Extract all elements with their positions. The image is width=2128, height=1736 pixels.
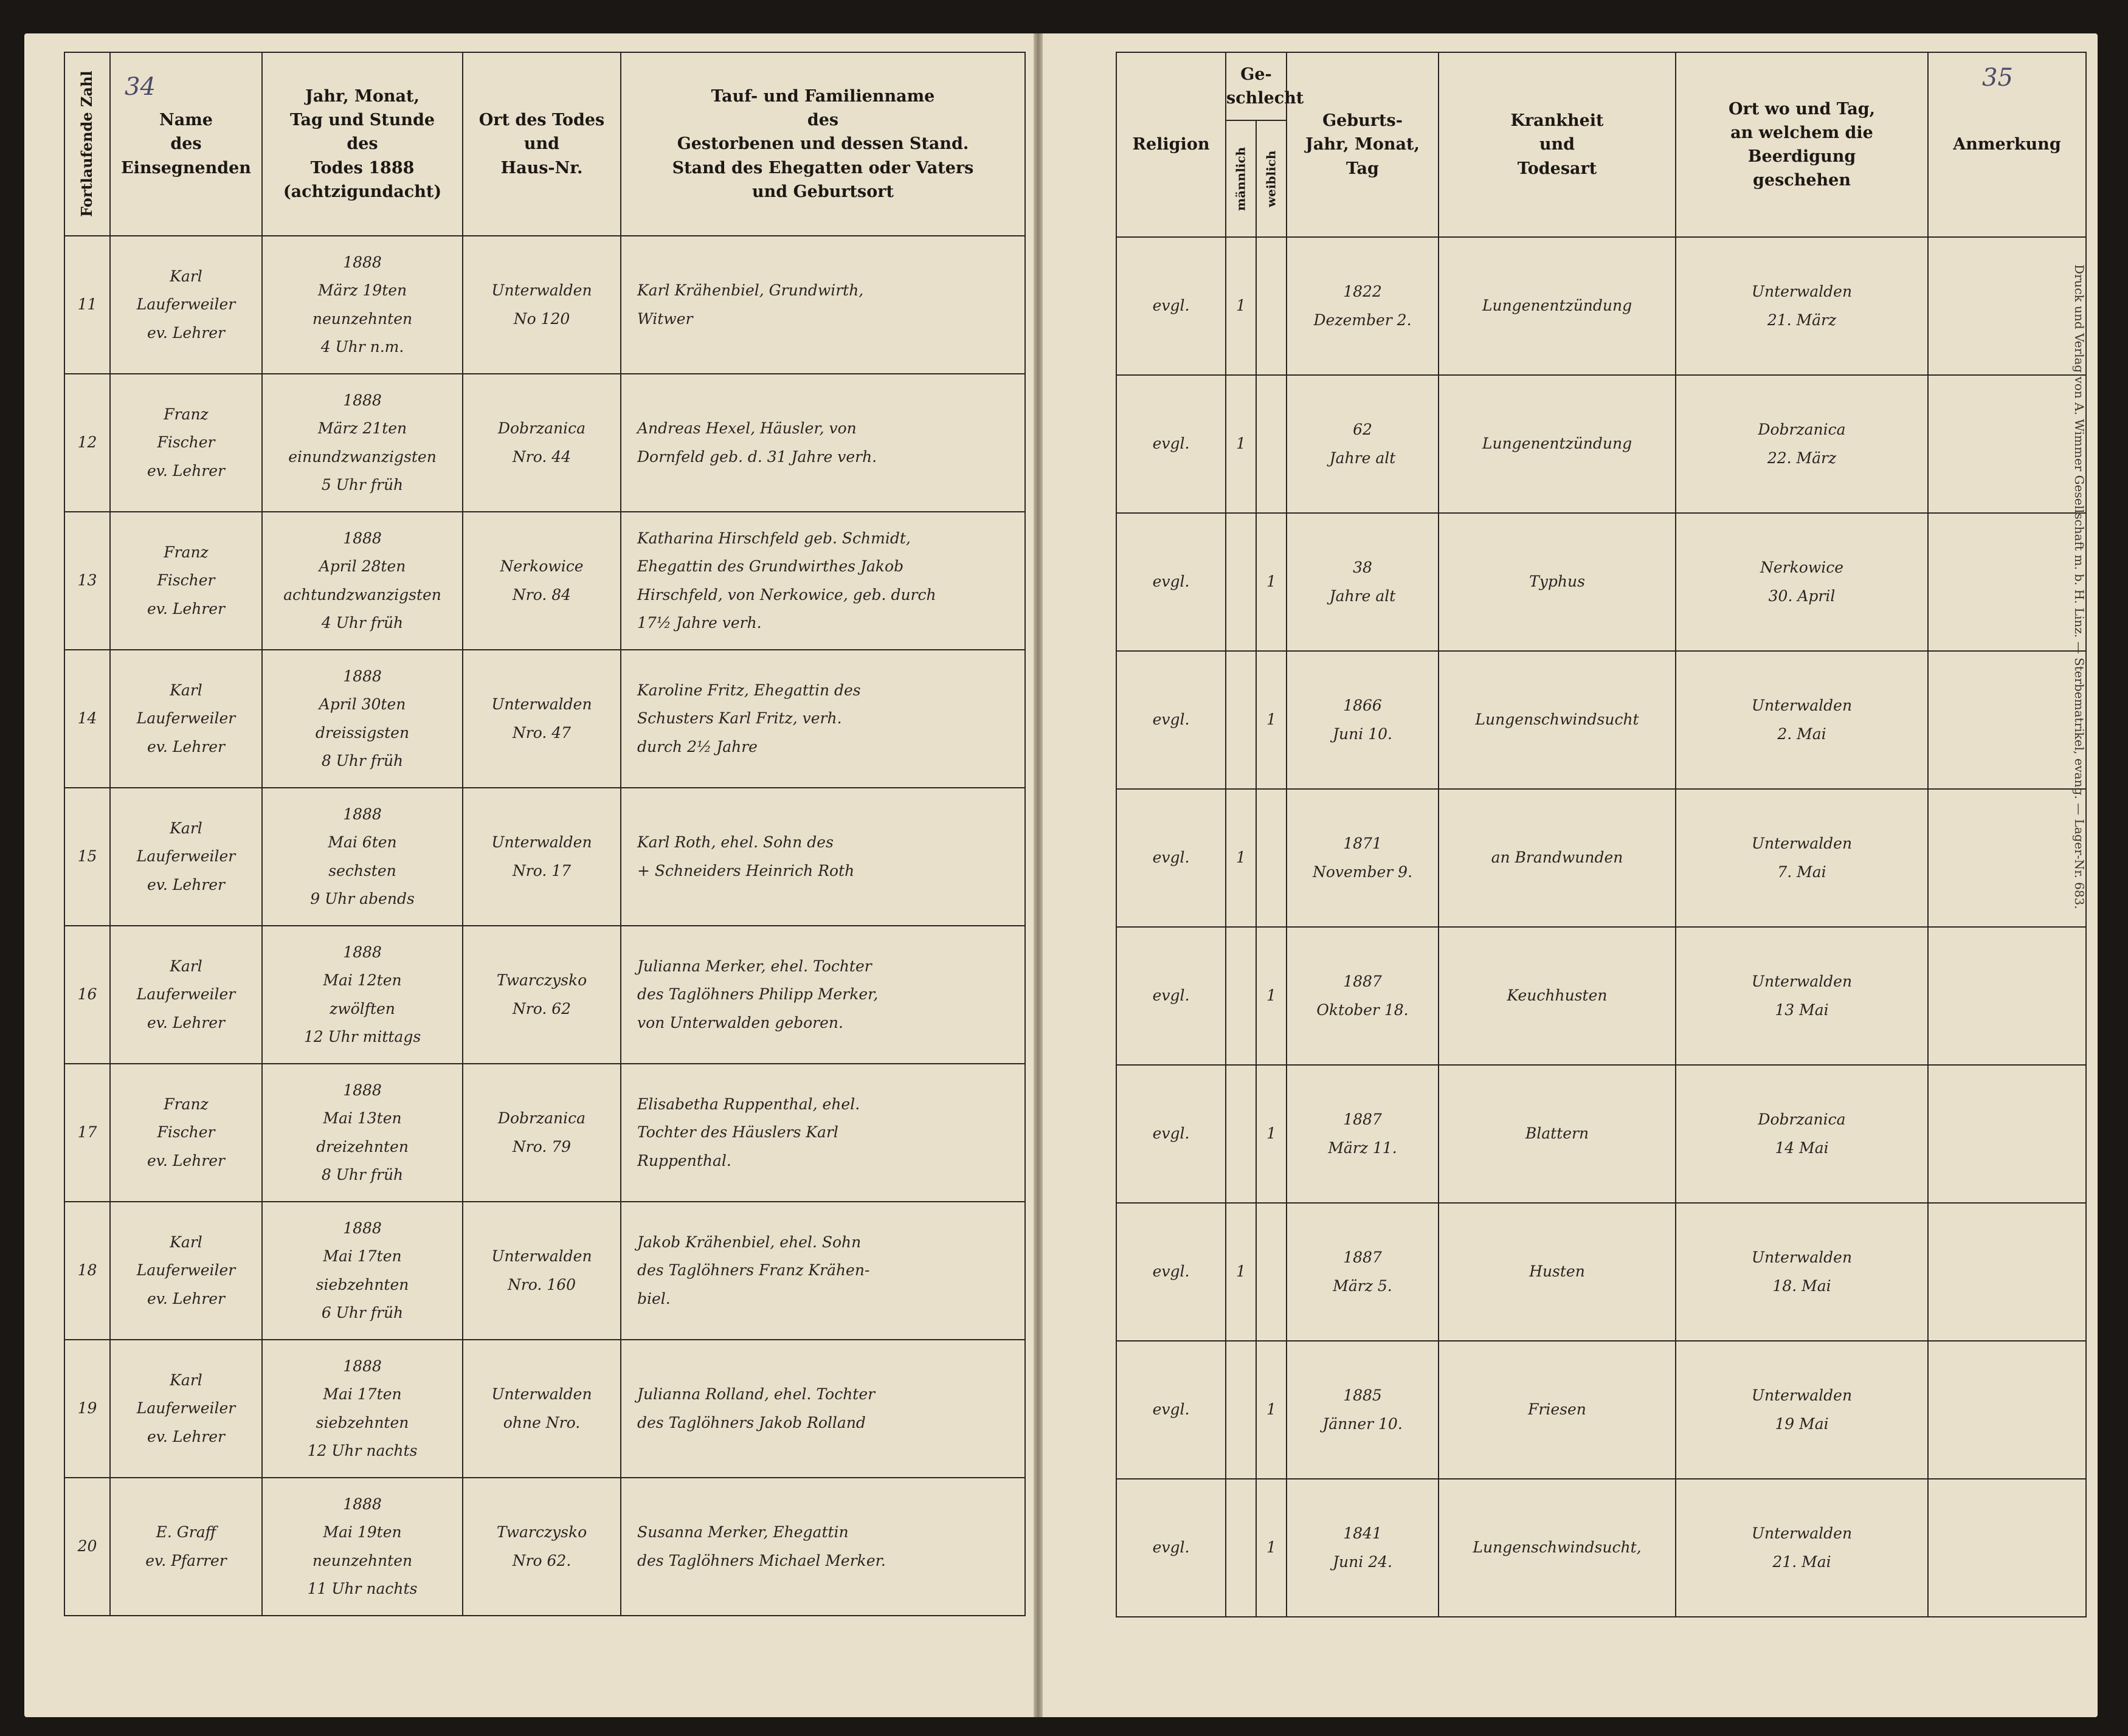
death-date: 1888 Mai 17ten siebzehnten 6 Uhr früh [262, 1202, 463, 1340]
header-name: Name des Einsegnenden [110, 52, 262, 236]
burial-place-date: Dobrzanica 22. März [1676, 375, 1928, 513]
cause-of-death: Typhus [1439, 513, 1676, 651]
sex-female: 1 [1256, 513, 1287, 651]
religion: evgl. [1116, 1341, 1226, 1479]
deceased-name: Katharina Hirschfeld geb. Schmidt, Ehegattin des Grundwirthes Jakob Hirschfeld, von Nerkowice, geb. durch 17½ Jahre verh. [621, 512, 1025, 650]
burial-place-date: Unterwalden 7. Mai [1676, 789, 1928, 927]
header-death-date: Jahr, Monat, Tag und Stunde des Todes 1888 (achtzigundacht) [262, 52, 463, 236]
officiant-name: Karl Lauferweiler ev. Lehrer [110, 1202, 262, 1340]
sex-female [1256, 375, 1287, 513]
religion: evgl. [1116, 789, 1226, 927]
burial-place-date: Nerkowice 30. April [1676, 513, 1928, 651]
death-place: Dobrzanica Nro. 79 [463, 1064, 621, 1202]
sex-male: 1 [1226, 1203, 1256, 1341]
header-burial: Ort wo und Tag, an welchem die Beerdigung geschehen [1676, 52, 1928, 237]
table-row [1116, 513, 2086, 651]
table-row [1116, 651, 2086, 789]
header-death-place: Ort des Todes und Haus-Nr. [463, 52, 621, 236]
table-row [64, 788, 1025, 926]
entry-number: 18 [64, 1202, 110, 1340]
header-birth-date: Geburts- Jahr, Monat, Tag [1287, 52, 1439, 237]
header-male: männlich [1226, 120, 1256, 237]
sex-female [1256, 1203, 1287, 1341]
birth-date: 1885 Jänner 10. [1287, 1341, 1439, 1479]
entry-number: 19 [64, 1340, 110, 1478]
sex-female [1256, 237, 1287, 375]
right-ledger-page [1043, 33, 2098, 1717]
birth-date: 1871 November 9. [1287, 789, 1439, 927]
table-row [64, 1064, 1025, 1202]
officiant-name: Franz Fischer ev. Lehrer [110, 374, 262, 512]
remarks [1928, 1203, 2086, 1341]
table-row [1116, 1203, 2086, 1341]
remarks [1928, 927, 2086, 1065]
remarks [1928, 1479, 2086, 1617]
table-row [64, 512, 1025, 650]
sex-female: 1 [1256, 1341, 1287, 1479]
cause-of-death: Friesen [1439, 1341, 1676, 1479]
deceased-name: Karoline Fritz, Ehegattin des Schusters Karl Fritz, verh. durch 2½ Jahre [621, 650, 1025, 788]
entry-number: 11 [64, 236, 110, 374]
officiant-name: Franz Fischer ev. Lehrer [110, 512, 262, 650]
birth-date: 1887 März 5. [1287, 1203, 1439, 1341]
religion: evgl. [1116, 1203, 1226, 1341]
death-place: Unterwalden Nro. 160 [463, 1202, 621, 1340]
officiant-name: Karl Lauferweiler ev. Lehrer [110, 236, 262, 374]
birth-date: 62 Jahre alt [1287, 375, 1439, 513]
death-register-left-table [64, 52, 1026, 1616]
death-register-right-table [1116, 52, 2087, 1617]
right-page-number: 35 [1982, 64, 2013, 92]
table-row [64, 650, 1025, 788]
remarks [1928, 1065, 2086, 1203]
burial-place-date: Dobrzanica 14 Mai [1676, 1065, 1928, 1203]
table-row [64, 236, 1025, 374]
burial-place-date: Unterwalden 18. Mai [1676, 1203, 1928, 1341]
table-row [64, 374, 1025, 512]
birth-date: 1866 Juni 10. [1287, 651, 1439, 789]
remarks [1928, 513, 2086, 651]
entry-number: 20 [64, 1478, 110, 1616]
death-place: Twarczysko Nro. 62 [463, 926, 621, 1064]
remarks [1928, 789, 2086, 927]
burial-place-date: Unterwalden 13 Mai [1676, 927, 1928, 1065]
remarks [1928, 375, 2086, 513]
cause-of-death: Lungenentzündung [1439, 375, 1676, 513]
officiant-name: Karl Lauferweiler ev. Lehrer [110, 926, 262, 1064]
sex-female: 1 [1256, 651, 1287, 789]
left-page-number: 34 [125, 73, 156, 101]
religion: evgl. [1116, 237, 1226, 375]
cause-of-death: Blattern [1439, 1065, 1676, 1203]
cause-of-death: Husten [1439, 1203, 1676, 1341]
death-place: Twarczysko Nro 62. [463, 1478, 621, 1616]
deceased-name: Elisabetha Ruppenthal, ehel. Tochter des Häuslers Karl Ruppenthal. [621, 1064, 1025, 1202]
header-remarks: Anmerkung [1928, 52, 2086, 237]
death-place: Unterwalden ohne Nro. [463, 1340, 621, 1478]
cause-of-death: an Brandwunden [1439, 789, 1676, 927]
death-date: 1888 März 19ten neunzehnten 4 Uhr n.m. [262, 236, 463, 374]
header-sex: Ge- schlecht [1226, 52, 1287, 120]
death-date: 1888 Mai 12ten zwölften 12 Uhr mittags [262, 926, 463, 1064]
remarks [1928, 237, 2086, 375]
sex-male: 1 [1226, 375, 1256, 513]
deceased-name: Jakob Krähenbiel, ehel. Sohn des Taglöhners Franz Krähen- biel. [621, 1202, 1025, 1340]
birth-date: 1887 Oktober 18. [1287, 927, 1439, 1065]
death-place: Unterwalden No 120 [463, 236, 621, 374]
printer-imprint: Druck und Verlag von A. Wimmer Gesellschaft m. b. H. Linz. — Sterbematrikel, evang. — Lager-Nr. 683. [2072, 264, 2087, 909]
sex-male [1226, 927, 1256, 1065]
entry-number: 14 [64, 650, 110, 788]
deceased-name: Andreas Hexel, Häusler, von Dornfeld geb. d. 31 Jahre verh. [621, 374, 1025, 512]
burial-place-date: Unterwalden 21. Mai [1676, 1479, 1928, 1617]
birth-date: 1822 Dezember 2. [1287, 237, 1439, 375]
deceased-name: Susanna Merker, Ehegattin des Taglöhners Michael Merker. [621, 1478, 1025, 1616]
entry-number: 16 [64, 926, 110, 1064]
table-row [1116, 1341, 2086, 1479]
table-row [1116, 789, 2086, 927]
entry-number: 12 [64, 374, 110, 512]
death-date: 1888 Mai 17ten siebzehnten 12 Uhr nachts [262, 1340, 463, 1478]
officiant-name: E. Graff ev. Pfarrer [110, 1478, 262, 1616]
death-place: Dobrzanica Nro. 44 [463, 374, 621, 512]
cause-of-death: Lungenschwindsucht [1439, 651, 1676, 789]
burial-place-date: Unterwalden 19 Mai [1676, 1341, 1928, 1479]
remarks [1928, 1341, 2086, 1479]
cause-of-death: Lungenschwindsucht, [1439, 1479, 1676, 1617]
officiant-name: Franz Fischer ev. Lehrer [110, 1064, 262, 1202]
table-row [1116, 1065, 2086, 1203]
religion: evgl. [1116, 513, 1226, 651]
death-date: 1888 April 28ten achtundzwanzigsten 4 Uhr früh [262, 512, 463, 650]
table-row [1116, 1479, 2086, 1617]
table-row [1116, 927, 2086, 1065]
sex-male: 1 [1226, 789, 1256, 927]
right-header-row [1116, 52, 2086, 120]
death-place: Unterwalden Nro. 17 [463, 788, 621, 926]
table-row [64, 1202, 1025, 1340]
officiant-name: Karl Lauferweiler ev. Lehrer [110, 650, 262, 788]
left-ledger-page [24, 33, 1034, 1717]
death-date: 1888 Mai 13ten dreizehnten 8 Uhr früh [262, 1064, 463, 1202]
death-date: 1888 Mai 19ten neunzehnten 11 Uhr nachts [262, 1478, 463, 1616]
header-female: weiblich [1256, 120, 1287, 237]
header-lfd-nr: Fortlaufende Zahl [64, 52, 110, 236]
sex-female: 1 [1256, 927, 1287, 1065]
birth-date: 1841 Juni 24. [1287, 1479, 1439, 1617]
religion: evgl. [1116, 375, 1226, 513]
officiant-name: Karl Lauferweiler ev. Lehrer [110, 788, 262, 926]
death-place: Nerkowice Nro. 84 [463, 512, 621, 650]
death-date: 1888 April 30ten dreissigsten 8 Uhr früh [262, 650, 463, 788]
entry-number: 15 [64, 788, 110, 926]
religion: evgl. [1116, 927, 1226, 1065]
book-gutter [1034, 33, 1043, 1717]
header-illness: Krankheit und Todesart [1439, 52, 1676, 237]
left-header-row [64, 52, 1025, 236]
cause-of-death: Keuchhusten [1439, 927, 1676, 1065]
deceased-name: Karl Krähenbiel, Grundwirth, Witwer [621, 236, 1025, 374]
officiant-name: Karl Lauferweiler ev. Lehrer [110, 1340, 262, 1478]
death-date: 1888 März 21ten einundzwanzigsten 5 Uhr früh [262, 374, 463, 512]
deceased-name: Karl Roth, ehel. Sohn des + Schneiders Heinrich Roth [621, 788, 1025, 926]
religion: evgl. [1116, 1065, 1226, 1203]
sex-female: 1 [1256, 1479, 1287, 1617]
burial-place-date: Unterwalden 21. März [1676, 237, 1928, 375]
header-deceased-name: Tauf- und Familienname des Gestorbenen und dessen Stand. Stand des Ehegatten oder Vaters und Geburtsort [621, 52, 1025, 236]
table-row [64, 926, 1025, 1064]
birth-date: 1887 März 11. [1287, 1065, 1439, 1203]
table-row [64, 1478, 1025, 1616]
sex-male [1226, 1341, 1256, 1479]
sex-female: 1 [1256, 1065, 1287, 1203]
cause-of-death: Lungenentzündung [1439, 237, 1676, 375]
religion: evgl. [1116, 651, 1226, 789]
deceased-name: Julianna Merker, ehel. Tochter des Taglöhners Philipp Merker, von Unterwalden geboren. [621, 926, 1025, 1064]
sex-male [1226, 1065, 1256, 1203]
table-row [1116, 237, 2086, 375]
sex-male [1226, 651, 1256, 789]
sex-female [1256, 789, 1287, 927]
sex-male [1226, 513, 1256, 651]
sex-male: 1 [1226, 237, 1256, 375]
table-row [1116, 375, 2086, 513]
death-place: Unterwalden Nro. 47 [463, 650, 621, 788]
entry-number: 17 [64, 1064, 110, 1202]
religion: evgl. [1116, 1479, 1226, 1617]
sex-male [1226, 1479, 1256, 1617]
burial-place-date: Unterwalden 2. Mai [1676, 651, 1928, 789]
header-religion: Religion [1116, 52, 1226, 237]
entry-number: 13 [64, 512, 110, 650]
deceased-name: Julianna Rolland, ehel. Tochter des Taglöhners Jakob Rolland [621, 1340, 1025, 1478]
birth-date: 38 Jahre alt [1287, 513, 1439, 651]
remarks [1928, 651, 2086, 789]
death-date: 1888 Mai 6ten sechsten 9 Uhr abends [262, 788, 463, 926]
table-row [64, 1340, 1025, 1478]
